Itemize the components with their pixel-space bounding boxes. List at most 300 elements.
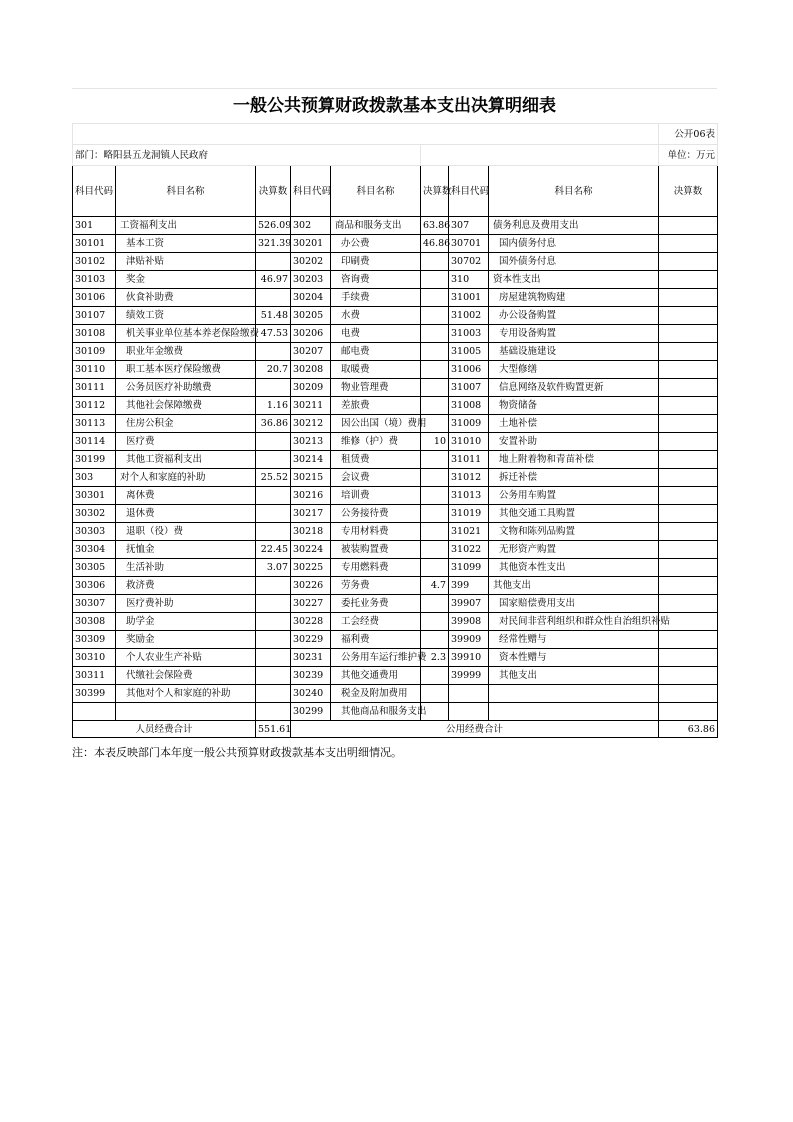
cell-name: 水费 xyxy=(331,307,421,325)
cell-name: 其他商品和服务支出 xyxy=(331,703,421,721)
cell-amount xyxy=(421,505,449,523)
header-amount: 决算数 xyxy=(421,166,449,217)
cell-amount xyxy=(659,325,718,343)
cell-name: 助学金 xyxy=(116,613,256,631)
cell-name: 其他支出 xyxy=(489,667,659,685)
table-row xyxy=(73,523,718,541)
cell-amount: 47.53 xyxy=(256,325,291,343)
cell-code: 30308 xyxy=(73,613,116,631)
table-row xyxy=(73,361,718,379)
cell-code: 307 xyxy=(449,217,489,235)
cell-name: 维修（护）费 xyxy=(331,433,421,451)
public-total-value: 63.86 xyxy=(659,721,718,738)
cell-amount xyxy=(659,379,718,397)
cell-name: 安置补助 xyxy=(489,433,659,451)
cell-name: 其他交通费用 xyxy=(331,667,421,685)
cell-name: 抚恤金 xyxy=(116,541,256,559)
cell-code: 31021 xyxy=(449,523,489,541)
cell-code: 31012 xyxy=(449,469,489,487)
cell-code: 30399 xyxy=(73,685,116,703)
table-row xyxy=(73,685,718,703)
cell-amount xyxy=(256,703,291,721)
report-sheet xyxy=(72,88,717,760)
cell-amount xyxy=(421,595,449,613)
department-label: 部门：略阳县五龙洞镇人民政府 xyxy=(73,145,421,166)
cell-name: 国家赔偿费用支出 xyxy=(489,595,659,613)
header-code: 科目代码 xyxy=(73,166,116,217)
cell-amount xyxy=(421,559,449,577)
cell-code: 30206 xyxy=(291,325,331,343)
cell-code: 31003 xyxy=(449,325,489,343)
cell-amount xyxy=(256,649,291,667)
cell-name: 办公设备购置 xyxy=(489,307,659,325)
cell-name: 土地补偿 xyxy=(489,415,659,433)
totals-row xyxy=(73,721,718,738)
cell-code: 31007 xyxy=(449,379,489,397)
table-row xyxy=(73,433,718,451)
cell-code: 30303 xyxy=(73,523,116,541)
table-row xyxy=(73,649,718,667)
cell-code: 30299 xyxy=(291,703,331,721)
cell-code: 31005 xyxy=(449,343,489,361)
cell-code: 30204 xyxy=(291,289,331,307)
cell-amount: 51.48 xyxy=(256,307,291,325)
cell-name: 房屋建筑物购建 xyxy=(489,289,659,307)
cell-amount: 3.07 xyxy=(256,559,291,577)
cell-amount xyxy=(256,613,291,631)
table-row xyxy=(73,613,718,631)
table-row xyxy=(73,667,718,685)
cell-code: 31011 xyxy=(449,451,489,469)
cell-code: 30213 xyxy=(291,433,331,451)
cell-name: 租赁费 xyxy=(331,451,421,469)
table-row xyxy=(73,541,718,559)
header-name: 科目名称 xyxy=(331,166,421,217)
cell-code: 31006 xyxy=(449,361,489,379)
cell-code xyxy=(449,685,489,703)
table-row xyxy=(73,703,718,721)
cell-name: 奖励金 xyxy=(116,631,256,649)
cell-amount xyxy=(659,703,718,721)
cell-name: 信息网络及软件购置更新 xyxy=(489,379,659,397)
cell-amount xyxy=(659,217,718,235)
cell-name: 其他对个人和家庭的补助 xyxy=(116,685,256,703)
table-row xyxy=(73,307,718,325)
cell-code: 30702 xyxy=(449,253,489,271)
cell-code: 30701 xyxy=(449,235,489,253)
cell-code: 30217 xyxy=(291,505,331,523)
header-name: 科目名称 xyxy=(489,166,659,217)
cell-code: 31022 xyxy=(449,541,489,559)
unit-label: 单位：万元 xyxy=(659,145,718,166)
cell-code: 30226 xyxy=(291,577,331,595)
cell-name: 其他支出 xyxy=(489,577,659,595)
cell-code: 30218 xyxy=(291,523,331,541)
cell-code: 30110 xyxy=(73,361,116,379)
cell-code: 30201 xyxy=(291,235,331,253)
cell-amount xyxy=(659,685,718,703)
cell-amount: 63.86 xyxy=(421,217,449,235)
cell-name: 物资储备 xyxy=(489,397,659,415)
cell-amount xyxy=(256,253,291,271)
cell-code: 30203 xyxy=(291,271,331,289)
cell-name: 其他工资福利支出 xyxy=(116,451,256,469)
cell-amount xyxy=(421,307,449,325)
cell-amount xyxy=(421,541,449,559)
cell-code: 310 xyxy=(449,271,489,289)
cell-name: 机关事业单位基本养老保险缴费 xyxy=(116,325,256,343)
cell-name: 地上附着物和青苗补偿 xyxy=(489,451,659,469)
cell-code: 30311 xyxy=(73,667,116,685)
cell-amount xyxy=(421,451,449,469)
cell-code: 30205 xyxy=(291,307,331,325)
cell-code: 39999 xyxy=(449,667,489,685)
cell-amount xyxy=(256,595,291,613)
cell-code: 30102 xyxy=(73,253,116,271)
cell-amount: 1.16 xyxy=(256,397,291,415)
cell-code: 31009 xyxy=(449,415,489,433)
cell-amount xyxy=(256,379,291,397)
cell-name: 工资福利支出 xyxy=(116,217,256,235)
cell-name: 医疗费 xyxy=(116,433,256,451)
cell-amount xyxy=(659,667,718,685)
cell-code: 31008 xyxy=(449,397,489,415)
cell-amount xyxy=(659,487,718,505)
cell-amount xyxy=(659,577,718,595)
cell-name: 住房公积金 xyxy=(116,415,256,433)
cell-code: 30227 xyxy=(291,595,331,613)
cell-name: 委托业务费 xyxy=(331,595,421,613)
cell-name: 债务利息及费用支出 xyxy=(489,217,659,235)
cell-code: 30207 xyxy=(291,343,331,361)
cell-name: 离休费 xyxy=(116,487,256,505)
cell-code: 303 xyxy=(73,469,116,487)
header-code: 科目代码 xyxy=(449,166,489,217)
cell-name: 基本工资 xyxy=(116,235,256,253)
cell-amount xyxy=(256,433,291,451)
cell-name: 差旅费 xyxy=(331,397,421,415)
personnel-total-label: 人员经费合计 xyxy=(73,721,256,738)
cell-code: 30114 xyxy=(73,433,116,451)
cell-amount xyxy=(659,523,718,541)
cell-amount xyxy=(421,361,449,379)
cell-code: 30307 xyxy=(73,595,116,613)
cell-name: 拆迁补偿 xyxy=(489,469,659,487)
cell-amount xyxy=(659,541,718,559)
cell-code: 30240 xyxy=(291,685,331,703)
cell-name: 公务员医疗补助缴费 xyxy=(116,379,256,397)
cell-amount xyxy=(659,433,718,451)
cell-code: 39907 xyxy=(449,595,489,613)
cell-name: 培训费 xyxy=(331,487,421,505)
cell-name: 专用设备购置 xyxy=(489,325,659,343)
cell-name: 取暖费 xyxy=(331,361,421,379)
footnote: 注：本表反映部门本年度一般公共预算财政拨款基本支出明细情况。 xyxy=(72,746,402,759)
cell-amount xyxy=(659,235,718,253)
cell-code: 30306 xyxy=(73,577,116,595)
cell-amount: 20.7 xyxy=(256,361,291,379)
cell-name: 办公费 xyxy=(331,235,421,253)
cell-amount: 36.86 xyxy=(256,415,291,433)
cell-amount: 46.86 xyxy=(421,235,449,253)
cell-name: 电费 xyxy=(331,325,421,343)
cell-name xyxy=(489,685,659,703)
table-row xyxy=(73,559,718,577)
cell-amount xyxy=(421,379,449,397)
cell-name: 津贴补贴 xyxy=(116,253,256,271)
cell-amount xyxy=(659,397,718,415)
cell-amount xyxy=(256,505,291,523)
cell-amount xyxy=(256,685,291,703)
cell-amount xyxy=(421,271,449,289)
cell-code: 30239 xyxy=(291,667,331,685)
cell-name: 职工基本医疗保险缴费 xyxy=(116,361,256,379)
cell-code: 30111 xyxy=(73,379,116,397)
cell-code: 302 xyxy=(291,217,331,235)
cell-name: 手续费 xyxy=(331,289,421,307)
cell-code xyxy=(73,703,116,721)
cell-amount xyxy=(421,631,449,649)
cell-amount xyxy=(421,685,449,703)
cell-name: 文物和陈列品购置 xyxy=(489,523,659,541)
cell-name: 工会经费 xyxy=(331,613,421,631)
personnel-total-value: 551.61 xyxy=(256,721,291,738)
cell-name: 对个人和家庭的补助 xyxy=(116,469,256,487)
cell-amount xyxy=(659,289,718,307)
department-row xyxy=(73,145,718,166)
table-row xyxy=(73,325,718,343)
public-total-label: 公用经费合计 xyxy=(291,721,659,738)
cell-amount xyxy=(421,253,449,271)
cell-code: 31010 xyxy=(449,433,489,451)
cell-code: 30103 xyxy=(73,271,116,289)
cell-amount: 321.39 xyxy=(256,235,291,253)
table-row xyxy=(73,595,718,613)
cell-amount xyxy=(256,577,291,595)
table-row xyxy=(73,253,718,271)
cell-amount xyxy=(659,631,718,649)
header-row xyxy=(73,166,718,217)
cell-name: 其他交通工具购置 xyxy=(489,505,659,523)
cell-name: 福利费 xyxy=(331,631,421,649)
cell-amount xyxy=(659,469,718,487)
cell-code: 30228 xyxy=(291,613,331,631)
cell-name: 职业年金缴费 xyxy=(116,343,256,361)
table-row xyxy=(73,577,718,595)
cell-name: 税金及附加费用 xyxy=(331,685,421,703)
cell-name: 代缴社会保险费 xyxy=(116,667,256,685)
cell-code: 30231 xyxy=(291,649,331,667)
cell-code: 31099 xyxy=(449,559,489,577)
cell-code: 30215 xyxy=(291,469,331,487)
cell-amount xyxy=(421,667,449,685)
table-row xyxy=(73,469,718,487)
cell-code: 31019 xyxy=(449,505,489,523)
cell-amount xyxy=(659,559,718,577)
cell-amount xyxy=(659,343,718,361)
cell-code: 39908 xyxy=(449,613,489,631)
header-amount: 决算数 xyxy=(659,166,718,217)
cell-name xyxy=(489,703,659,721)
cell-amount: 46.97 xyxy=(256,271,291,289)
cell-name: 专用燃料费 xyxy=(331,559,421,577)
cell-name: 大型修缮 xyxy=(489,361,659,379)
table-row xyxy=(73,505,718,523)
cell-name: 公务接待费 xyxy=(331,505,421,523)
cell-name: 劳务费 xyxy=(331,577,421,595)
cell-code: 30208 xyxy=(291,361,331,379)
cell-name: 咨询费 xyxy=(331,271,421,289)
cell-code: 30209 xyxy=(291,379,331,397)
cell-amount xyxy=(421,289,449,307)
cell-name xyxy=(116,703,256,721)
cell-code: 30310 xyxy=(73,649,116,667)
cell-code: 31002 xyxy=(449,307,489,325)
cell-code: 30224 xyxy=(291,541,331,559)
header-name: 科目名称 xyxy=(116,166,256,217)
cell-amount xyxy=(659,307,718,325)
cell-name: 经常性赠与 xyxy=(489,631,659,649)
table-row xyxy=(73,631,718,649)
cell-code: 30211 xyxy=(291,397,331,415)
cell-code: 30107 xyxy=(73,307,116,325)
cell-name: 基础设施建设 xyxy=(489,343,659,361)
cell-name: 国内债务付息 xyxy=(489,235,659,253)
cell-amount xyxy=(659,361,718,379)
cell-name: 绩效工资 xyxy=(116,307,256,325)
cell-name: 伙食补助费 xyxy=(116,289,256,307)
cell-name: 印刷费 xyxy=(331,253,421,271)
cell-amount: 22.45 xyxy=(256,541,291,559)
cell-name: 专用材料费 xyxy=(331,523,421,541)
cell-name: 医疗费补助 xyxy=(116,595,256,613)
cell-name: 公务用车购置 xyxy=(489,487,659,505)
table-row xyxy=(73,235,718,253)
table-row xyxy=(73,415,718,433)
cell-name: 其他资本性支出 xyxy=(489,559,659,577)
cell-amount xyxy=(421,487,449,505)
cell-name: 退休费 xyxy=(116,505,256,523)
cell-name: 其他社会保障缴费 xyxy=(116,397,256,415)
cell-amount xyxy=(421,325,449,343)
cell-code: 30112 xyxy=(73,397,116,415)
cell-name: 退职（役）费 xyxy=(116,523,256,541)
cell-amount xyxy=(421,397,449,415)
cell-code: 30225 xyxy=(291,559,331,577)
cell-amount xyxy=(256,523,291,541)
cell-name: 会议费 xyxy=(331,469,421,487)
cell-amount xyxy=(256,289,291,307)
cell-amount xyxy=(659,649,718,667)
cell-name: 物业管理费 xyxy=(331,379,421,397)
cell-code: 30212 xyxy=(291,415,331,433)
cell-amount: 4.7 xyxy=(421,577,449,595)
cell-code: 30216 xyxy=(291,487,331,505)
cell-code: 31001 xyxy=(449,289,489,307)
cell-amount xyxy=(659,415,718,433)
table-row xyxy=(73,451,718,469)
cell-name: 国外债务付息 xyxy=(489,253,659,271)
cell-code: 30101 xyxy=(73,235,116,253)
cell-code: 31013 xyxy=(449,487,489,505)
table-row xyxy=(73,487,718,505)
table-row xyxy=(73,271,718,289)
cell-amount xyxy=(659,595,718,613)
cell-name: 因公出国（境）费用 xyxy=(331,415,421,433)
cell-code: 30309 xyxy=(73,631,116,649)
cell-code: 301 xyxy=(73,217,116,235)
form-number: 公开06表 xyxy=(659,124,718,145)
cell-code: 30229 xyxy=(291,631,331,649)
cell-code: 30108 xyxy=(73,325,116,343)
cell-code: 30302 xyxy=(73,505,116,523)
header-code: 科目代码 xyxy=(291,166,331,217)
table-row xyxy=(73,397,718,415)
table-row xyxy=(73,379,718,397)
table-row xyxy=(73,343,718,361)
cell-code: 30304 xyxy=(73,541,116,559)
cell-name: 救济费 xyxy=(116,577,256,595)
report-title: 一般公共预算财政拨款基本支出决算明细表 xyxy=(72,88,717,123)
cell-code: 39909 xyxy=(449,631,489,649)
cell-name: 奖金 xyxy=(116,271,256,289)
cell-amount xyxy=(659,505,718,523)
cell-amount xyxy=(659,451,718,469)
cell-amount: 10 xyxy=(421,433,449,451)
cell-amount: 25.52 xyxy=(256,469,291,487)
cell-name: 资本性赠与 xyxy=(489,649,659,667)
cell-code: 30199 xyxy=(73,451,116,469)
cell-name: 被装购置费 xyxy=(331,541,421,559)
cell-code: 30202 xyxy=(291,253,331,271)
table-row xyxy=(73,217,718,235)
cell-name: 公务用车运行维护费 xyxy=(331,649,421,667)
cell-amount: 2.3 xyxy=(421,649,449,667)
cell-name: 无形资产购置 xyxy=(489,541,659,559)
cell-code: 30113 xyxy=(73,415,116,433)
cell-name: 邮电费 xyxy=(331,343,421,361)
cell-code: 30106 xyxy=(73,289,116,307)
cell-code: 39910 xyxy=(449,649,489,667)
cell-amount xyxy=(421,343,449,361)
cell-amount xyxy=(256,487,291,505)
header-amount: 决算数 xyxy=(256,166,291,217)
cell-amount xyxy=(256,451,291,469)
cell-amount xyxy=(659,271,718,289)
cell-code xyxy=(449,703,489,721)
cell-amount xyxy=(256,343,291,361)
cell-code: 30305 xyxy=(73,559,116,577)
table-row xyxy=(73,289,718,307)
cell-amount xyxy=(421,613,449,631)
cell-amount xyxy=(256,667,291,685)
cell-name: 商品和服务支出 xyxy=(331,217,421,235)
cell-name: 生活补助 xyxy=(116,559,256,577)
cell-name: 个人农业生产补贴 xyxy=(116,649,256,667)
cell-amount xyxy=(659,253,718,271)
cell-code: 30109 xyxy=(73,343,116,361)
cell-code: 30214 xyxy=(291,451,331,469)
cell-amount xyxy=(256,631,291,649)
cell-name: 资本性支出 xyxy=(489,271,659,289)
cell-code: 399 xyxy=(449,577,489,595)
cell-amount xyxy=(421,469,449,487)
cell-code: 30301 xyxy=(73,487,116,505)
expense-table xyxy=(72,123,718,738)
cell-name: 对民间非营利组织和群众性自治组织补贴 xyxy=(489,613,659,631)
cell-amount: 526.09 xyxy=(256,217,291,235)
cell-amount xyxy=(421,523,449,541)
